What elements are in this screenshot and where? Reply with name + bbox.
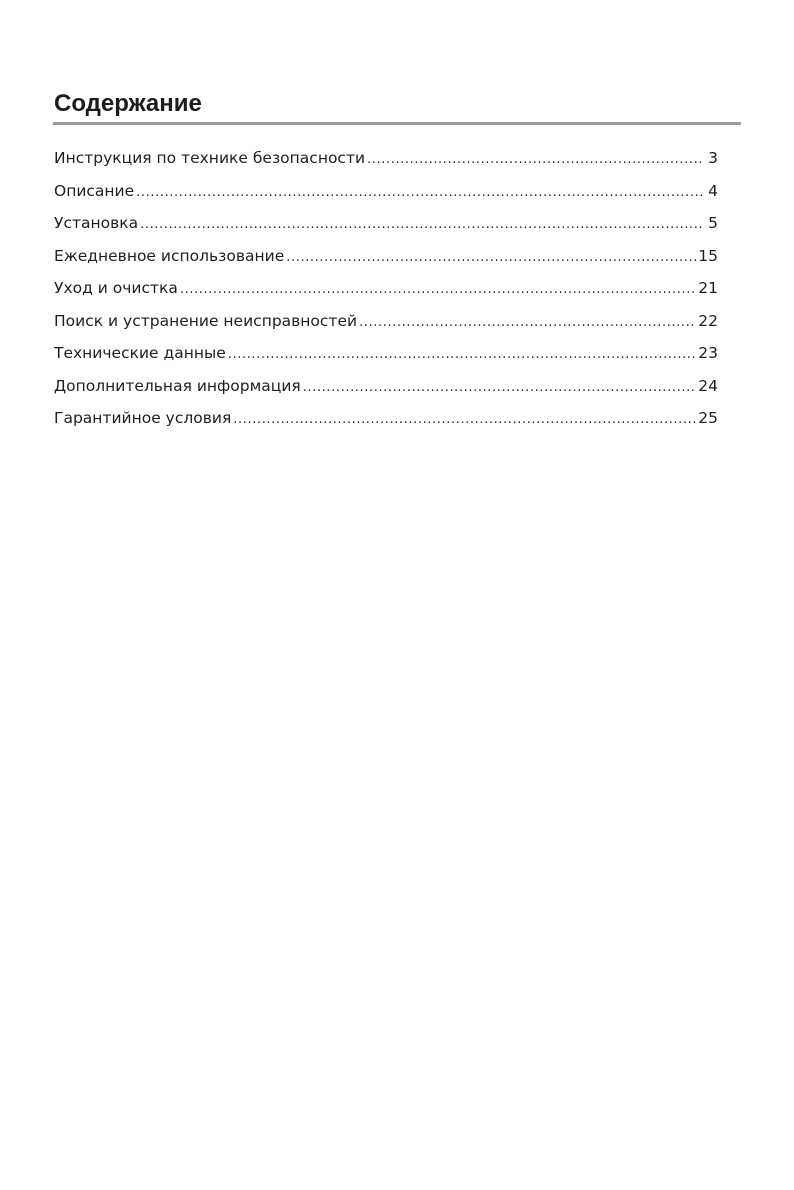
toc-entry-label: Установка [54,214,139,232]
toc-entry-additional-info[interactable] [54,372,718,405]
toc-dot-leader [359,307,696,327]
toc-entry-safety[interactable] [54,144,718,177]
toc-entry-daily-use[interactable] [54,242,718,275]
toc-page-number: 25 [698,409,718,427]
toc-dot-leader [140,209,704,229]
toc-page-number: 23 [698,344,718,362]
title-underline [53,122,741,125]
toc-entry-label: Ежедневное использование [54,246,285,265]
toc-entry-label: Технические данные [54,344,226,362]
toc-entry-label: Дополнительная информация [54,376,301,395]
toc-dot-leader [180,274,696,294]
toc-entry-label: Гарантийное условия [54,409,232,427]
toc-entry-troubleshooting[interactable] [54,307,718,340]
toc-dot-leader [303,372,697,392]
toc-dot-leader [233,404,696,424]
table-of-contents [54,144,718,437]
toc-page-number: 21 [698,279,718,297]
toc-entry-warranty[interactable] [54,404,718,437]
toc-entry-label: Описание [54,181,135,200]
toc-entry-label: Инструкция по технике безопасности [54,149,366,167]
toc-entry-label: Уход и очистка [54,279,178,297]
toc-page-number: 4 [708,181,718,200]
toc-page-number: 24 [698,376,718,395]
toc-dot-leader [228,339,697,359]
toc-dot-leader [136,177,704,197]
toc-page-number: 5 [708,214,718,232]
toc-dot-leader [286,242,696,262]
toc-page-number: 15 [698,246,718,265]
toc-entry-installation[interactable] [54,209,718,242]
toc-entry-care-cleaning[interactable] [54,274,718,307]
toc-dot-leader [367,144,704,164]
toc-page-number: 3 [708,149,718,167]
toc-entry-label: Поиск и устранение неисправностей [54,311,358,330]
page-title: Содержание [54,90,202,117]
toc-page-number: 22 [698,311,718,330]
toc-entry-description[interactable] [54,177,718,210]
toc-entry-technical-data[interactable] [54,339,718,372]
